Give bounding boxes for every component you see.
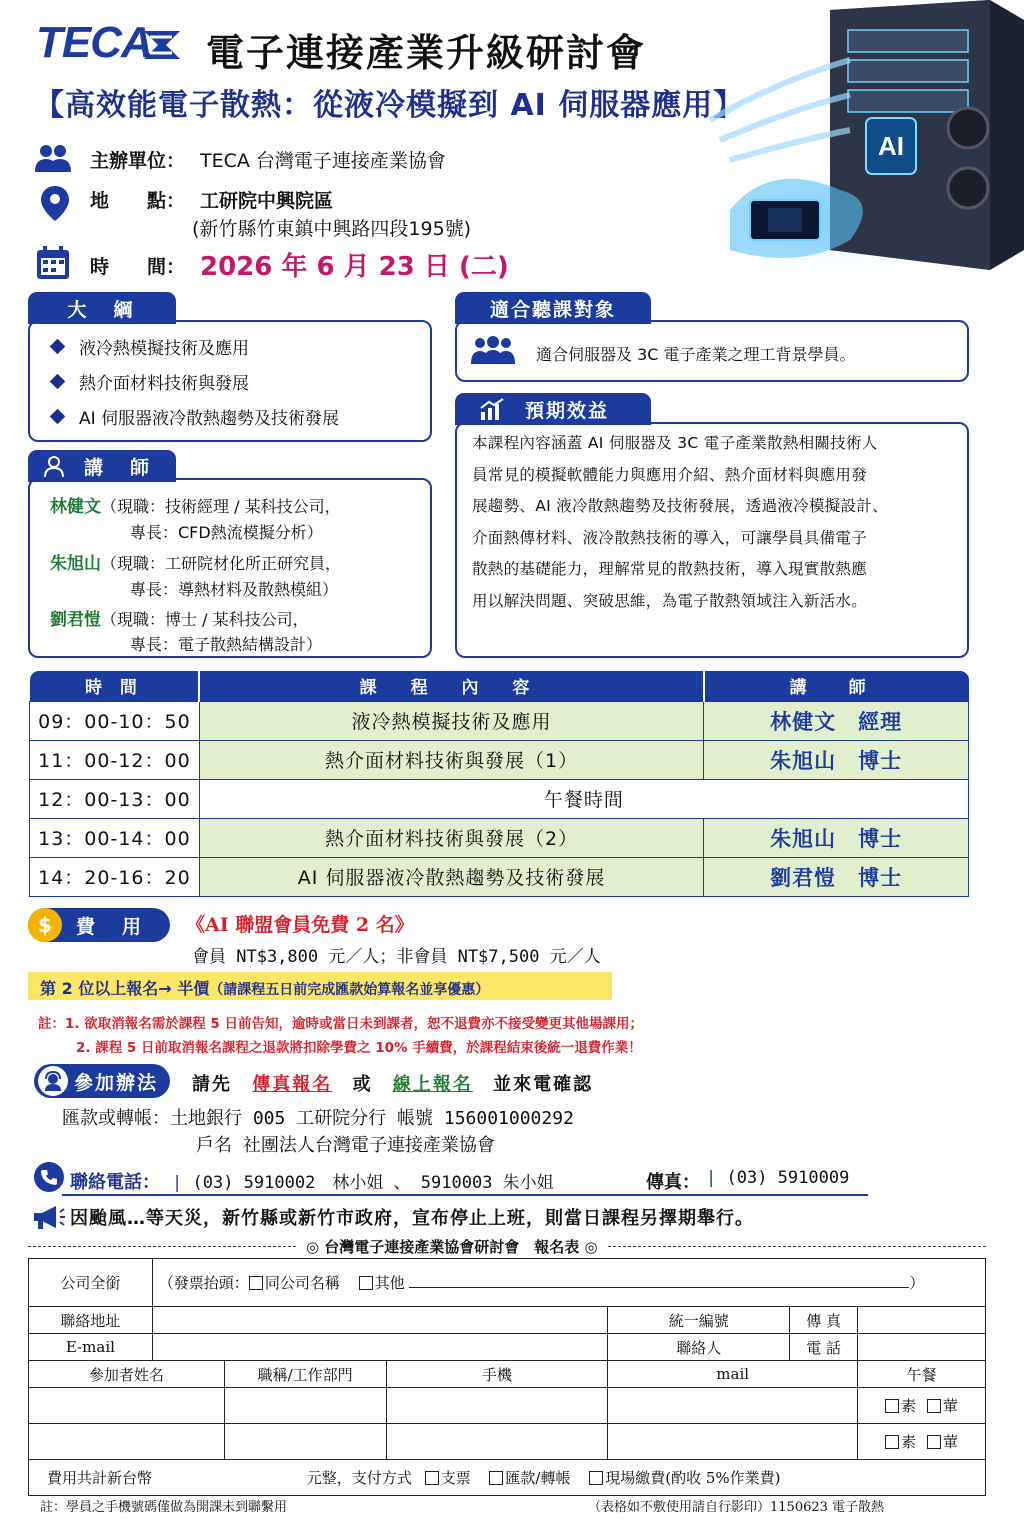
attendee-row <box>29 1388 986 1424</box>
location-pin-icon <box>36 184 74 222</box>
fax-label: 傳真： <box>646 1172 700 1193</box>
server-ai-badge: AI <box>878 131 904 161</box>
lecturer-entry: 朱旭山（現職：工研院材化所正研究員， <box>50 554 342 574</box>
invoice-other-checkbox[interactable] <box>359 1276 373 1290</box>
people-icon <box>34 140 72 178</box>
megaphone-icon <box>32 1204 66 1230</box>
account-name: 戶名 社團法人台灣電子連接產業協會 <box>196 1135 495 1156</box>
calendar-icon <box>34 244 72 282</box>
location-value: 工研院中興院區 <box>200 190 334 212</box>
ai-server-illustration <box>690 0 1024 290</box>
form-footnote-right: （表格如不敷使用請自行影印）1150623 電子散熱 <box>588 1500 885 1515</box>
phone-icon <box>34 1162 64 1192</box>
lunch-options: 素 葷 <box>858 1388 986 1424</box>
growth-chart-icon <box>479 398 505 420</box>
fax-value: | (03) 5910009 <box>706 1168 850 1188</box>
fax-registration-link[interactable]: 傳真報名 <box>252 1074 333 1095</box>
form-title: ◎ 台灣電子連接產業協會研討會 報名表 ◎ <box>298 1236 606 1257</box>
bank-info: 匯款或轉帳：土地銀行 005 工研院分行 帳號 156001000292 <box>62 1108 574 1129</box>
schedule-table <box>29 671 969 897</box>
teca-logo-mark <box>142 28 182 62</box>
email-field[interactable] <box>152 1334 608 1361</box>
address-label: 聯絡地址 <box>29 1307 153 1334</box>
lunch-options: 素 葷 <box>858 1424 986 1460</box>
audience-header: 適合聽課對象 <box>455 292 651 324</box>
discount-text: 第 2 位以上報名→ 半價（請課程五日前完成匯款始算報名並享優惠） <box>40 979 490 998</box>
fax-field[interactable] <box>858 1307 986 1334</box>
company-label: 公司全銜 <box>29 1259 153 1307</box>
payment-row: 費用共計新台幣 元整，支付方式 支票 匯款/轉帳 現場繳費(酌收 5%作業費) <box>29 1460 986 1496</box>
fee-price: 會員 NT$3,800 元／人；非會員 NT$7,500 元／人 <box>192 947 601 967</box>
organizer-label: 主辦單位： <box>90 150 186 172</box>
organizer-value: TECA 台灣電子連接產業協會 <box>200 150 446 172</box>
location-label: 地 點： <box>90 190 186 212</box>
invoice-same-checkbox[interactable] <box>249 1276 263 1290</box>
outline-item: 液冷熱模擬技術及應用 <box>52 334 249 359</box>
attendee-row <box>29 1424 986 1460</box>
table-row: 14：20-16：20 AI 伺服器液冷散熱趨勢及技術發展 劉君愷 博士 <box>30 857 969 896</box>
lecturer-specialty: 專長：CFD熱流模擬分析） <box>130 523 323 542</box>
lecturer-specialty: 專長：導熱材料及散熱模組） <box>130 580 339 599</box>
col-lunch: 午餐 <box>858 1361 986 1388</box>
teca-logo: TECA <box>36 18 152 67</box>
diamond-bullet-icon <box>50 374 66 390</box>
schedule-header-row <box>30 671 969 701</box>
benefits-text: 本課程內容涵蓋 AI 伺服器及 3C 電子產業散熱相關技術人 員常見的模擬軟體能力與應用介紹、熱介面材料與應用發 展趨勢、AI 液冷散熱趨勢及技術發展，透過液冷模擬設計、 介面熱傳材料、液冷散熱技術的導入，可讓學員具備電子 散熱的基礎能力，理解常見的散熱技術，導入現實散熱應 用以解決問題、突破思維，為電子散熱領域注入新活水。 <box>472 434 889 610</box>
lunch-veg-checkbox[interactable] <box>885 1399 899 1413</box>
register-header: 參加辦法 <box>34 1064 170 1098</box>
email-label: E-mail <box>29 1334 153 1361</box>
outline-item: AI 伺服器液冷散熱趨勢及技術發展 <box>52 404 339 429</box>
phone-field-label: 電 話 <box>790 1334 858 1361</box>
person-icon <box>42 454 66 478</box>
col-job-title: 職稱/工作部門 <box>224 1361 386 1388</box>
typhoon-notice: 因颱風…等天災，新竹縣或新竹市政府，宣布停止上班，則當日課程另擇期舉行。 <box>70 1208 754 1229</box>
pay-transfer-checkbox[interactable] <box>489 1471 503 1485</box>
lecturer-entry: 劉君愷（現職：博士 / 某科技公司， <box>50 610 309 630</box>
pay-check-checkbox[interactable] <box>425 1471 439 1485</box>
phone-label: 聯絡電話： <box>70 1172 160 1193</box>
phone-field[interactable] <box>858 1334 986 1361</box>
cancel-note-2: 2. 課程 5 日前取消報名課程之退款將扣除學費之 10% 手續費，於課程結束後統一退費作業！ <box>76 1040 642 1056</box>
schedule-header-lecturer: 講 師 <box>704 671 969 701</box>
company-field[interactable]: （發票抬頭： 同公司名稱 其他 ） <box>152 1259 985 1307</box>
phone-value: | (03) 5910002 林小姐 、 5910003 朱小姐 <box>172 1173 554 1193</box>
pay-onsite-checkbox[interactable] <box>589 1471 603 1485</box>
table-row: 09：00-10：50 液冷熱模擬技術及應用 林健文 經理 <box>30 701 969 740</box>
col-mail: mail <box>608 1361 858 1388</box>
contact-underline <box>62 1194 868 1196</box>
diamond-bullet-icon <box>50 339 66 355</box>
support-agent-icon <box>38 1066 68 1096</box>
table-row: 12：00-13：00 午餐時間 <box>30 779 969 818</box>
schedule-header-time: 時 間 <box>30 671 200 701</box>
outline-header: 大 綱 <box>28 292 176 324</box>
lunch-meat-checkbox[interactable] <box>927 1399 941 1413</box>
contact-person-label: 聯絡人 <box>608 1334 790 1361</box>
dollar-icon: $ <box>28 908 62 942</box>
col-mobile: 手機 <box>386 1361 608 1388</box>
cancel-note-1: 註：1. 欲取消報名需於課程 5 日前告知，逾時或當日未到課者，恕不退費亦不接受變更其他場課用； <box>38 1016 644 1032</box>
lunch-meat-checkbox[interactable] <box>927 1435 941 1449</box>
col-attendee-name: 參加者姓名 <box>29 1361 225 1388</box>
location-address: (新竹縣竹東鎮中興路四段195號) <box>192 218 472 240</box>
register-instructions: 請先 傳真報名 或 線上報名 並來電確認 <box>192 1074 594 1095</box>
event-subtitle: 【高效能電子散熱：從液冷模擬到 AI 伺服器應用】 <box>34 88 745 123</box>
diamond-bullet-icon <box>50 409 66 425</box>
outline-item: 熱介面材料技術與發展 <box>52 369 249 394</box>
table-row: 13：00-14：00 熱介面材料技術與發展（2） 朱旭山 博士 <box>30 818 969 857</box>
audience-text: 適合伺服器及 3C 電子產業之理工背景學員。 <box>536 345 856 364</box>
lecturer-specialty: 專長：電子散熱結構設計） <box>130 635 323 654</box>
tax-id-label: 統一編號 <box>608 1307 790 1334</box>
lecturer-entry: 林健文（現職：技術經理 / 某科技公司， <box>50 497 341 517</box>
form-footnote-left: 註：學員之手機號碼僅做為開課未到聯繫用 <box>40 1500 288 1515</box>
fax-field-label: 傳 真 <box>790 1307 858 1334</box>
time-label: 時 間： <box>90 256 186 278</box>
event-date: 2026 年 6 月 23 日 (二) <box>200 252 509 282</box>
event-title: 電子連接產業升級研討會 <box>206 31 647 75</box>
group-icon <box>470 334 516 368</box>
fee-header: $ 費 用 <box>28 908 170 942</box>
lunch-veg-checkbox[interactable] <box>885 1435 899 1449</box>
table-row: 11：00-12：00 熱介面材料技術與發展（1） 朱旭山 博士 <box>30 740 969 779</box>
registration-form <box>28 1258 986 1496</box>
benefits-header: 預期效益 <box>455 393 651 425</box>
online-registration-link[interactable]: 線上報名 <box>392 1074 473 1095</box>
address-field[interactable] <box>152 1307 608 1334</box>
fee-promo: 《AI 聯盟會員免費 2 名》 <box>186 914 414 936</box>
schedule-header-course: 課 程 內 容 <box>199 671 703 701</box>
lecturers-header: 講 師 <box>28 450 176 482</box>
